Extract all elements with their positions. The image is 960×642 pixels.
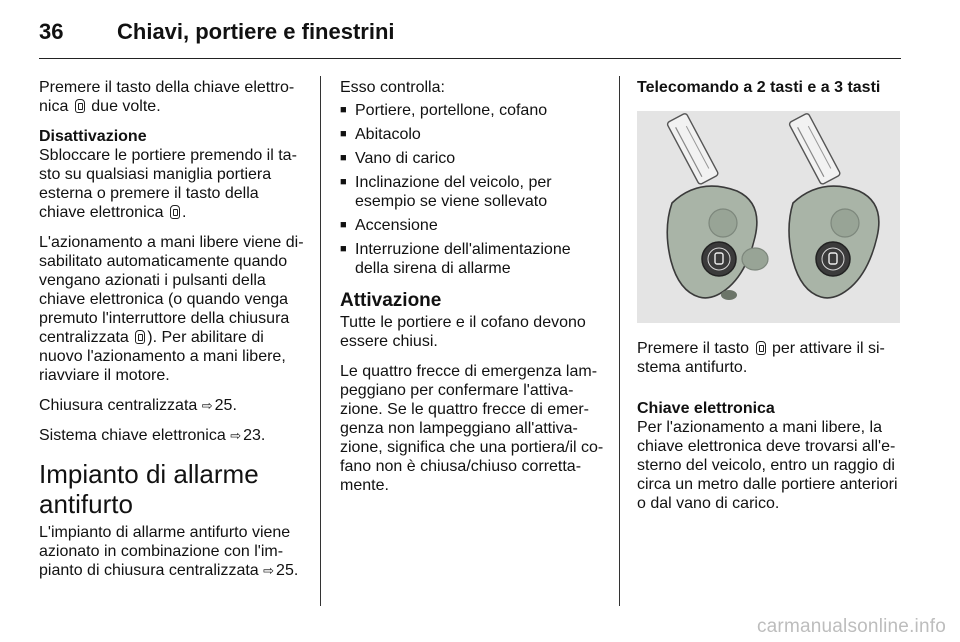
- paragraph-activation-1: Tutte le portiere e il cofano devono essere chiusi.: [340, 314, 586, 350]
- text: .: [181, 204, 187, 221]
- column-2: [340, 78, 605, 506]
- text: L'impianto di allarme antifurto viene azionato in combinazione con l'im-pianto di chiusura centralizzata: [39, 524, 291, 579]
- reference-page: 25.: [276, 562, 299, 579]
- deactivation-heading: Disattivazione: [39, 128, 147, 145]
- list-item: ■ Inclinazione del veicolo, per esempio se viene sollevato: [340, 173, 605, 211]
- key-unlock-icon: [170, 205, 180, 219]
- column-3: [637, 78, 902, 524]
- text: Premere il tasto della chiave elettro-nica: [39, 79, 295, 115]
- text: Sbloccare le portiere premendo il ta-sto su qualsiasi maniglia portiera esterna o premere il tasto della chiave elettronica: [39, 147, 297, 221]
- header-divider: [39, 58, 901, 59]
- watermark: carmanualsonline.info: [756, 616, 946, 637]
- reference-page: 25.: [214, 397, 237, 414]
- reference-text: Chiusura centralizzata: [39, 397, 198, 414]
- reference-central-locking[interactable]: [39, 396, 304, 415]
- key-lock-icon: [75, 99, 85, 113]
- paragraph-hands-free: [39, 233, 304, 385]
- list-item: ■ Abitacolo: [340, 125, 605, 144]
- text: per attivare il si-stema antifurto.: [637, 340, 885, 376]
- list-item: ■ Accensione: [340, 216, 605, 235]
- central-lock-icon: [135, 330, 145, 344]
- activation-heading: Attivazione: [340, 290, 442, 311]
- remote-heading: Telecomando a 2 tasti e a 3 tasti: [637, 79, 881, 96]
- text: L'azionamento a mani libere viene di-sabilitato automaticamente quando vengano azionati i pulsanti della chiave elettronica (o quando venga premuto l'interruttore della chiusura centralizzata: [39, 234, 304, 346]
- paragraph-alarm: [39, 523, 304, 580]
- reference-page: 23.: [243, 427, 266, 444]
- paragraph-press-twice: [39, 78, 304, 116]
- reference-arrow-icon: ⇨: [263, 563, 275, 578]
- paragraph-activation-2: Le quattro frecce di emergenza lam-peggiano per confermare l'attiva-zione. Se le quattro frecce di emer-genza non lampeggiano all'attiva-zione, significa che una portiera/il co-fano non è chiusa/chiuso corretta-mente.: [340, 363, 604, 494]
- electronic-key-heading: Chiave elettronica: [637, 400, 775, 417]
- page-header: [39, 14, 395, 50]
- reference-text: Sistema chiave elettronica: [39, 427, 226, 444]
- reference-arrow-icon: ⇨: [230, 428, 242, 443]
- alarm-section-heading: Impianto di allarme antifurto: [39, 459, 259, 519]
- paragraph-electronic-key: Per l'azionamento a mani libere, la chiave elettronica deve trovarsi all'e-sterno del veicolo, entro un raggio di circa un metro dalle portiere anteriori o dal vano di carico.: [637, 419, 898, 512]
- text: Premere il tasto: [637, 340, 750, 357]
- paragraph-press-activate: [637, 339, 902, 377]
- controls-list: [340, 101, 605, 278]
- chapter-title: Chiavi, portiere e finestrini: [117, 19, 395, 44]
- key-lock-icon: [756, 341, 766, 355]
- page-number: 36: [39, 19, 64, 44]
- list-item: ■ Portiere, portellone, cofano: [340, 101, 605, 120]
- list-item: ■ Vano di carico: [340, 149, 605, 168]
- text: ). Per abilitare di nuovo l'azionamento a mani libere, riavviare il motore.: [39, 329, 286, 384]
- remote-keys-svg: [637, 111, 900, 323]
- list-item: ■ Interruzione dell'alimentazione della sirena di allarme: [340, 240, 605, 278]
- reference-arrow-icon: ⇨: [201, 398, 213, 413]
- column-1: [39, 78, 304, 591]
- remote-keys-illustration: [637, 111, 900, 323]
- column-divider-1: [320, 76, 321, 606]
- controls-intro: Esso controlla:: [340, 79, 445, 96]
- column-divider-2: [619, 76, 620, 606]
- paragraph-deactivation: [39, 146, 304, 222]
- text: due volte.: [91, 98, 161, 115]
- reference-electronic-key[interactable]: [39, 426, 304, 445]
